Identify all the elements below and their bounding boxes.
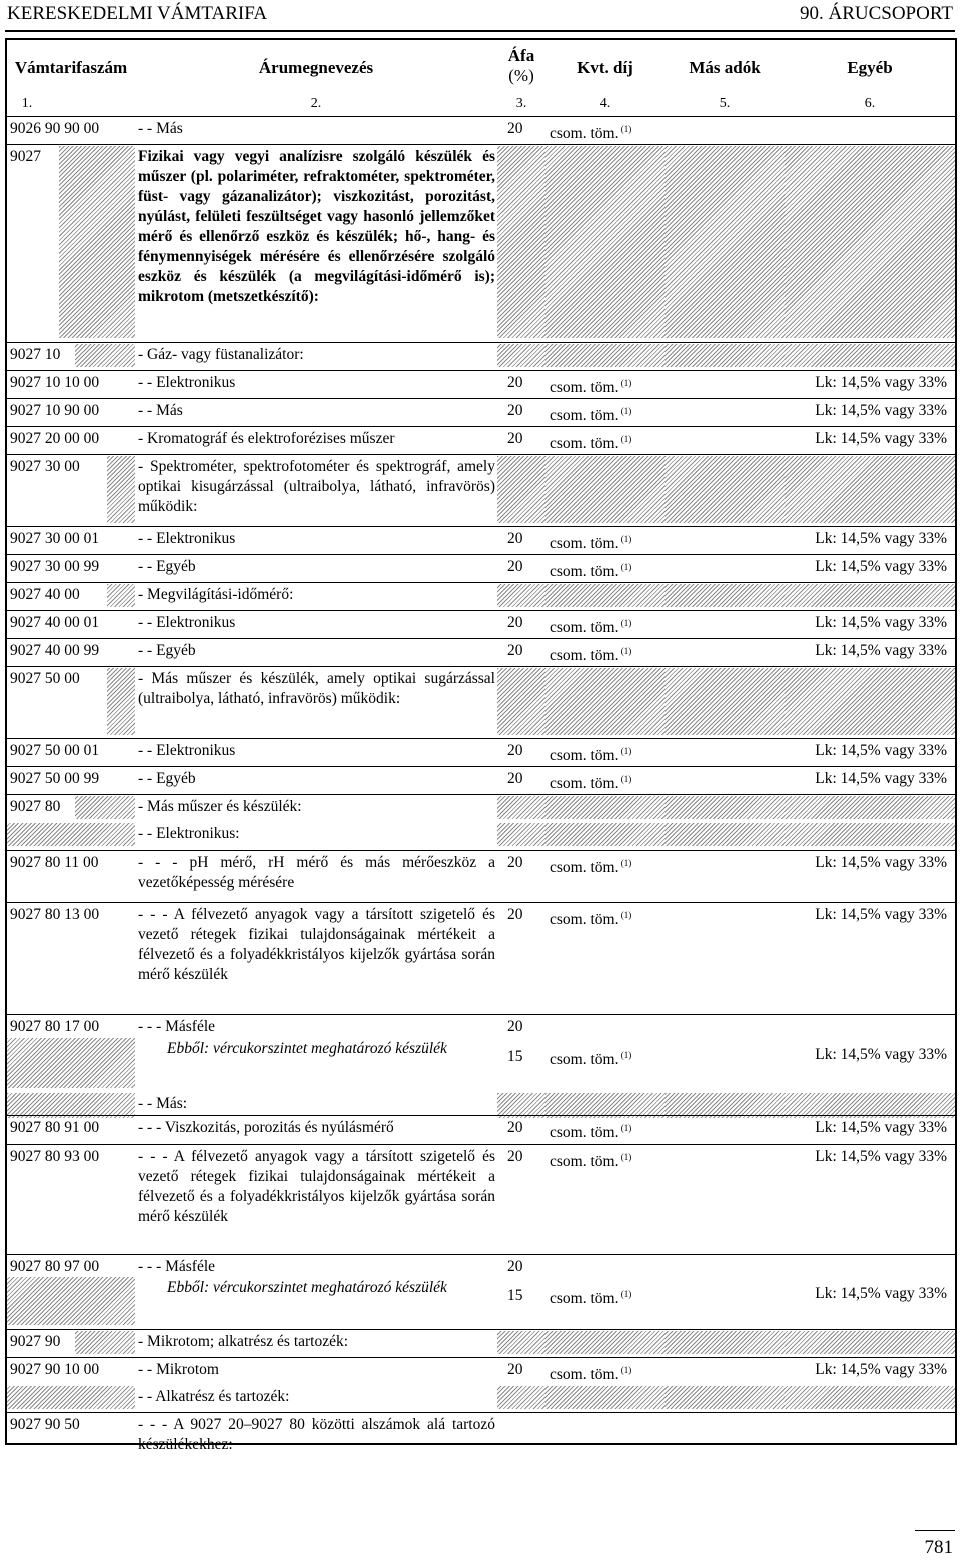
kvt-fee	[550, 429, 631, 454]
goods-description: - - Alkatrész és tartozék:	[138, 1388, 290, 1405]
col-header-code: Vámtarifaszám	[14, 58, 128, 77]
tariff-table	[5, 38, 957, 1453]
tariff-code: 9027 50 00 99	[10, 770, 100, 787]
table-row	[7, 1357, 955, 1382]
vat-rate: 20	[507, 1018, 523, 1035]
goods-description: - - - A félvezető anyagok vagy a társított szigetelő és vezető rétegek fizikai tulajdonságainak mértékeit a félvezető és a folyadékkristályos kijelzők gyártása során mérő készülék	[138, 906, 495, 983]
goods-description: - Más műszer és készülék, amely optikai sugárzással (ultraibolya, látható, infravörös) működik:	[138, 670, 495, 707]
goods-description: - - - Viszkozitás, porozitás és nyúlásmérő	[138, 1119, 394, 1136]
kvt-fee	[550, 1284, 631, 1309]
goods-description: - - Egyéb	[138, 770, 196, 787]
table-row	[7, 1254, 955, 1275]
misc-duty: Lk: 14,5% vagy 33%	[815, 558, 947, 575]
kvt-fee-text: csom. töm.	[550, 747, 619, 765]
hatched-cell	[75, 1331, 135, 1354]
kvt-fee	[550, 853, 631, 878]
vat-rate: 20	[507, 430, 523, 447]
kvt-fee	[550, 613, 631, 638]
kvt-fee-text: csom. töm.	[550, 125, 619, 143]
table-row	[7, 1412, 955, 1453]
hatched-cell	[545, 823, 665, 846]
tariff-code: 9027 40 00 01	[10, 614, 100, 631]
table-row	[7, 738, 955, 763]
table-row	[7, 1276, 955, 1325]
misc-duty: Lk: 14,5% vagy 33%	[815, 854, 947, 871]
vat-rate: 20	[507, 1148, 523, 1165]
kvt-fee	[550, 1147, 631, 1172]
vat-rate: 20	[507, 642, 523, 659]
table-row	[7, 1144, 955, 1251]
goods-description: - Kromatográf és elektroforézises műszer	[138, 430, 395, 447]
tariff-code: 9027 90 50	[10, 1416, 80, 1433]
hatched-cell	[785, 1331, 955, 1354]
kvt-fee	[550, 1045, 631, 1070]
goods-description: - - Elektronikus	[138, 530, 236, 547]
goods-description: Fizikai vagy vegyi analízisre szolgáló készülék és műszer (pl. polariméter, refraktométer, spektrométer, füst- vagy gázanalizátor); viszkozitást, porozitást, nyúlást, felületi feszültséget vagy hasonló jellemzőket mérő és ellenőrző eszköz és készülék; hő-, hang- és fénymennyiségek mérésére és ellenőrzésére szolgáló eszköz és készülék (a megvilágítási-időmérő is); mikrotom (metszetkészítő):	[138, 148, 495, 305]
tariff-code: 9027 80 97 00	[10, 1258, 100, 1275]
vat-rate: 20	[507, 770, 523, 787]
footnote-mark: (1)	[618, 434, 632, 444]
table-row	[7, 454, 955, 523]
footnote-mark: (1)	[618, 774, 632, 784]
kvt-fee-text: csom. töm.	[550, 1366, 619, 1384]
kvt-fee-text: csom. töm.	[550, 1153, 619, 1171]
hatched-cell	[665, 1386, 785, 1409]
goods-description: - - Más	[138, 120, 183, 137]
col-header-desc: Árumegnevezés	[258, 58, 374, 77]
table-row	[7, 526, 955, 551]
kvt-fee-text: csom. töm.	[550, 911, 619, 929]
hatched-cell	[545, 456, 665, 523]
hatched-cell	[785, 584, 955, 607]
hatched-cell	[545, 1386, 665, 1409]
tariff-code: 9027 90 10 00	[10, 1361, 100, 1378]
goods-description: - - Mikrotom	[138, 1361, 219, 1378]
goods-description: Ebből: vércukorszintet meghatározó készülék	[167, 1279, 447, 1296]
hatched-cell	[75, 796, 135, 819]
footnote-mark: (1)	[618, 618, 632, 628]
footnote-mark: (1)	[618, 1123, 632, 1133]
table-row	[7, 554, 955, 579]
kvt-fee	[550, 401, 631, 426]
goods-description: - - - A félvezető anyagok vagy a társított szigetelő és vezető rétegek fizikai tulajdonságainak mértékeit a félvezető és a folyadékkristályos kijelzők gyártása során mérő készülék	[138, 1148, 495, 1225]
table-row	[7, 850, 955, 899]
tariff-code: 9027 10 10 00	[10, 374, 100, 391]
tariff-code: 9027 90	[10, 1333, 61, 1350]
hatched-cell	[665, 456, 785, 523]
hatched-cell	[785, 456, 955, 523]
misc-duty: Lk: 14,5% vagy 33%	[815, 642, 947, 659]
page-number-box	[915, 1530, 955, 1561]
col-header-other-tax: Más adók	[689, 58, 761, 77]
goods-description: - - Egyéb	[138, 558, 196, 575]
kvt-fee	[550, 1360, 631, 1385]
table-row	[7, 1014, 955, 1035]
goods-description: - - Más:	[138, 1095, 188, 1112]
goods-description: Ebből: vércukorszintet meghatározó készülék	[167, 1040, 447, 1057]
table-row	[7, 1385, 955, 1409]
tariff-code: 9027 80 91 00	[10, 1119, 100, 1136]
footnote-mark: (1)	[618, 1289, 632, 1299]
hatched-cell	[7, 1038, 135, 1088]
hatched-cell	[665, 584, 785, 607]
hatched-cell	[545, 796, 665, 819]
tariff-code: 9027 40 00 99	[10, 642, 100, 659]
vat-rate: 20	[507, 530, 523, 547]
tariff-code: 9027 10 90 00	[10, 402, 100, 419]
goods-description: - - Elektronikus:	[138, 825, 240, 842]
hatched-cell	[665, 1331, 785, 1354]
hatched-cell	[785, 146, 955, 338]
tariff-code: 9027 80 13 00	[10, 906, 100, 923]
hatched-cell	[785, 796, 955, 819]
hatched-cell	[107, 668, 135, 735]
kvt-fee-text: csom. töm.	[550, 407, 619, 425]
tariff-code: 9027 50 00 01	[10, 742, 100, 759]
hatched-cell	[75, 344, 135, 367]
vat-rate: 15	[507, 1287, 523, 1304]
hatched-cell	[785, 823, 955, 846]
table-row	[7, 342, 955, 367]
misc-duty: Lk: 14,5% vagy 33%	[815, 1046, 947, 1063]
footnote-mark: (1)	[618, 562, 632, 572]
hatched-cell	[785, 344, 955, 367]
kvt-fee-text: csom. töm.	[550, 379, 619, 397]
vat-rate: 20	[507, 1361, 523, 1378]
hatched-cell	[59, 146, 135, 338]
kvt-fee-text: csom. töm.	[550, 563, 619, 581]
goods-description: - - - pH mérő, rH mérő és más mérőeszköz a vezetőképesség mérésére	[138, 854, 495, 891]
misc-duty: Lk: 14,5% vagy 33%	[815, 742, 947, 759]
colnum-6: 6.	[864, 96, 876, 111]
hatched-cell	[497, 146, 545, 338]
hatched-cell	[107, 584, 135, 607]
vat-rate: 20	[507, 742, 523, 759]
tariff-code: 9026 90 90 00	[10, 120, 100, 137]
hatched-cell	[545, 344, 665, 367]
kvt-fee-text: csom. töm.	[550, 619, 619, 637]
kvt-fee-text: csom. töm.	[550, 1051, 619, 1069]
footnote-mark: (1)	[618, 1152, 632, 1162]
footnote-mark: (1)	[618, 910, 632, 920]
tariff-code: 9027	[10, 148, 41, 165]
misc-duty: Lk: 14,5% vagy 33%	[815, 906, 947, 923]
goods-description: - Gáz- vagy füstanalizátor:	[138, 346, 304, 363]
hatched-cell	[785, 668, 955, 735]
kvt-fee-text: csom. töm.	[550, 1290, 619, 1308]
hatched-cell	[665, 668, 785, 735]
column-numbers	[7, 96, 955, 117]
vat-rate: 20	[507, 402, 523, 419]
hatched-cell	[497, 584, 545, 607]
vat-rate: 20	[507, 1258, 523, 1275]
hatched-cell	[545, 1331, 665, 1354]
colnum-4: 4.	[599, 96, 611, 111]
table-row	[7, 766, 955, 791]
goods-description: - Mikrotom; alkatrész és tartozék:	[138, 1333, 349, 1350]
col-header-kvt: Kvt. díj	[577, 58, 633, 77]
tariff-code: 9027 80	[10, 798, 61, 815]
misc-duty: Lk: 14,5% vagy 33%	[815, 430, 947, 447]
tariff-code: 9027 30 00 01	[10, 530, 100, 547]
misc-duty: Lk: 14,5% vagy 33%	[815, 402, 947, 419]
hatched-cell	[497, 823, 545, 846]
vat-rate: 20	[507, 614, 523, 631]
table-row	[7, 1329, 955, 1354]
table-row	[7, 116, 955, 141]
misc-duty: Lk: 14,5% vagy 33%	[815, 1285, 947, 1302]
table-row	[7, 638, 955, 663]
goods-description: - - Elektronikus	[138, 374, 236, 391]
col-header-vat: Áfa (%)	[507, 46, 535, 85]
table-row	[7, 370, 955, 395]
hatched-cell	[497, 668, 545, 735]
hatched-cell	[785, 1386, 955, 1409]
tariff-code: 9027 80 11 00	[10, 854, 99, 871]
kvt-fee	[550, 1118, 631, 1143]
kvt-fee	[550, 373, 631, 398]
goods-description: - - Egyéb	[138, 642, 196, 659]
tariff-code: 9027 10	[10, 346, 61, 363]
table-row	[7, 582, 955, 607]
footnote-mark: (1)	[618, 1050, 632, 1060]
hatched-cell	[545, 584, 665, 607]
table-row	[7, 1037, 955, 1088]
kvt-fee	[550, 557, 631, 582]
kvt-fee-text: csom. töm.	[550, 859, 619, 877]
header-title: KERESKEDELMI VÁMTARIFA	[7, 3, 268, 24]
goods-description: - - Elektronikus	[138, 614, 236, 631]
hatched-cell	[665, 823, 785, 846]
misc-duty: Lk: 14,5% vagy 33%	[815, 374, 947, 391]
kvt-fee-text: csom. töm.	[550, 775, 619, 793]
misc-duty: Lk: 14,5% vagy 33%	[815, 1119, 947, 1136]
colnum-1: 1.	[21, 96, 33, 111]
table-row	[7, 666, 955, 735]
goods-description: - - Más	[138, 402, 183, 419]
table-row	[7, 794, 955, 819]
tariff-code: 9027 20 00 00	[10, 430, 100, 447]
vat-rate: 20	[507, 906, 523, 923]
kvt-fee-text: csom. töm.	[550, 1124, 619, 1142]
footnote-mark: (1)	[618, 858, 632, 868]
misc-duty: Lk: 14,5% vagy 33%	[815, 1148, 947, 1165]
goods-description: - - - Másféle	[138, 1018, 216, 1035]
footnote-mark: (1)	[618, 534, 632, 544]
table-row	[7, 144, 955, 338]
hatched-cell	[497, 344, 545, 367]
hatched-cell	[497, 796, 545, 819]
hatched-cell	[665, 344, 785, 367]
table-row	[7, 426, 955, 451]
footnote-mark: (1)	[618, 646, 632, 656]
hatched-cell	[107, 456, 135, 523]
footnote-mark: (1)	[618, 406, 632, 416]
tariff-code: 9027 30 00 99	[10, 558, 100, 575]
kvt-fee	[550, 905, 631, 930]
misc-duty: Lk: 14,5% vagy 33%	[815, 1361, 947, 1378]
kvt-fee-text: csom. töm.	[550, 647, 619, 665]
hatched-cell	[497, 1331, 545, 1354]
footnote-mark: (1)	[618, 746, 632, 756]
tariff-code: 9027 50 00	[10, 670, 80, 687]
goods-description: - Spektrométer, spektrofotométer és spektrográf, amely optikai kisugárzással (ultraibolya, látható, infravörös) működik:	[138, 458, 495, 515]
footnote-mark: (1)	[618, 124, 632, 134]
hatched-cell	[497, 456, 545, 523]
running-header	[5, 0, 955, 32]
table-header	[7, 40, 955, 96]
hatched-cell	[545, 668, 665, 735]
vat-rate: 15	[507, 1048, 523, 1065]
misc-duty: Lk: 14,5% vagy 33%	[815, 530, 947, 547]
vat-rate: 20	[507, 120, 523, 137]
tariff-code: 9027 40 00	[10, 586, 80, 603]
kvt-fee	[550, 769, 631, 794]
kvt-fee-text: csom. töm.	[550, 435, 619, 453]
goods-description: - Más műszer és készülék:	[138, 798, 302, 815]
kvt-fee	[550, 741, 631, 766]
hatched-cell	[665, 796, 785, 819]
table-row	[7, 1115, 955, 1140]
vat-rate: 20	[507, 1119, 523, 1136]
page-number: 781	[924, 1537, 953, 1558]
hatched-cell	[7, 1386, 135, 1409]
tariff-code: 9027 30 00	[10, 458, 80, 475]
hatched-cell	[497, 1386, 545, 1409]
footnote-mark: (1)	[618, 378, 632, 388]
kvt-fee-text: csom. töm.	[550, 535, 619, 553]
colnum-3: 3.	[515, 96, 527, 111]
kvt-fee	[550, 529, 631, 554]
colnum-2: 2.	[310, 96, 322, 111]
header-chapter: 90. ÁRUCSOPORT	[799, 3, 953, 24]
goods-description: - - - Másféle	[138, 1258, 216, 1275]
kvt-fee	[550, 641, 631, 666]
table-row	[7, 822, 955, 846]
vat-rate: 20	[507, 558, 523, 575]
tariff-code: 9027 80 93 00	[10, 1148, 100, 1165]
footnote-mark: (1)	[618, 1365, 632, 1375]
table-row	[7, 398, 955, 423]
hatched-cell	[665, 146, 785, 338]
hatched-cell	[7, 823, 135, 846]
col-header-misc: Egyéb	[847, 58, 893, 77]
vat-rate: 20	[507, 374, 523, 391]
goods-description: - Megvilágítási-időmérő:	[138, 586, 294, 603]
goods-description: - - - A 9027 20–9027 80 közötti alszámok alá tartozó készülékekhez:	[138, 1416, 495, 1453]
colnum-5: 5.	[719, 96, 731, 111]
vat-rate: 20	[507, 854, 523, 871]
table-row	[7, 902, 955, 1005]
misc-duty: Lk: 14,5% vagy 33%	[815, 614, 947, 631]
hatched-cell	[7, 1277, 135, 1325]
table-row	[7, 610, 955, 635]
misc-duty: Lk: 14,5% vagy 33%	[815, 770, 947, 787]
goods-description: - - Elektronikus	[138, 742, 236, 759]
kvt-fee	[550, 119, 631, 144]
tariff-code: 9027 80 17 00	[10, 1018, 100, 1035]
hatched-cell	[545, 146, 665, 338]
